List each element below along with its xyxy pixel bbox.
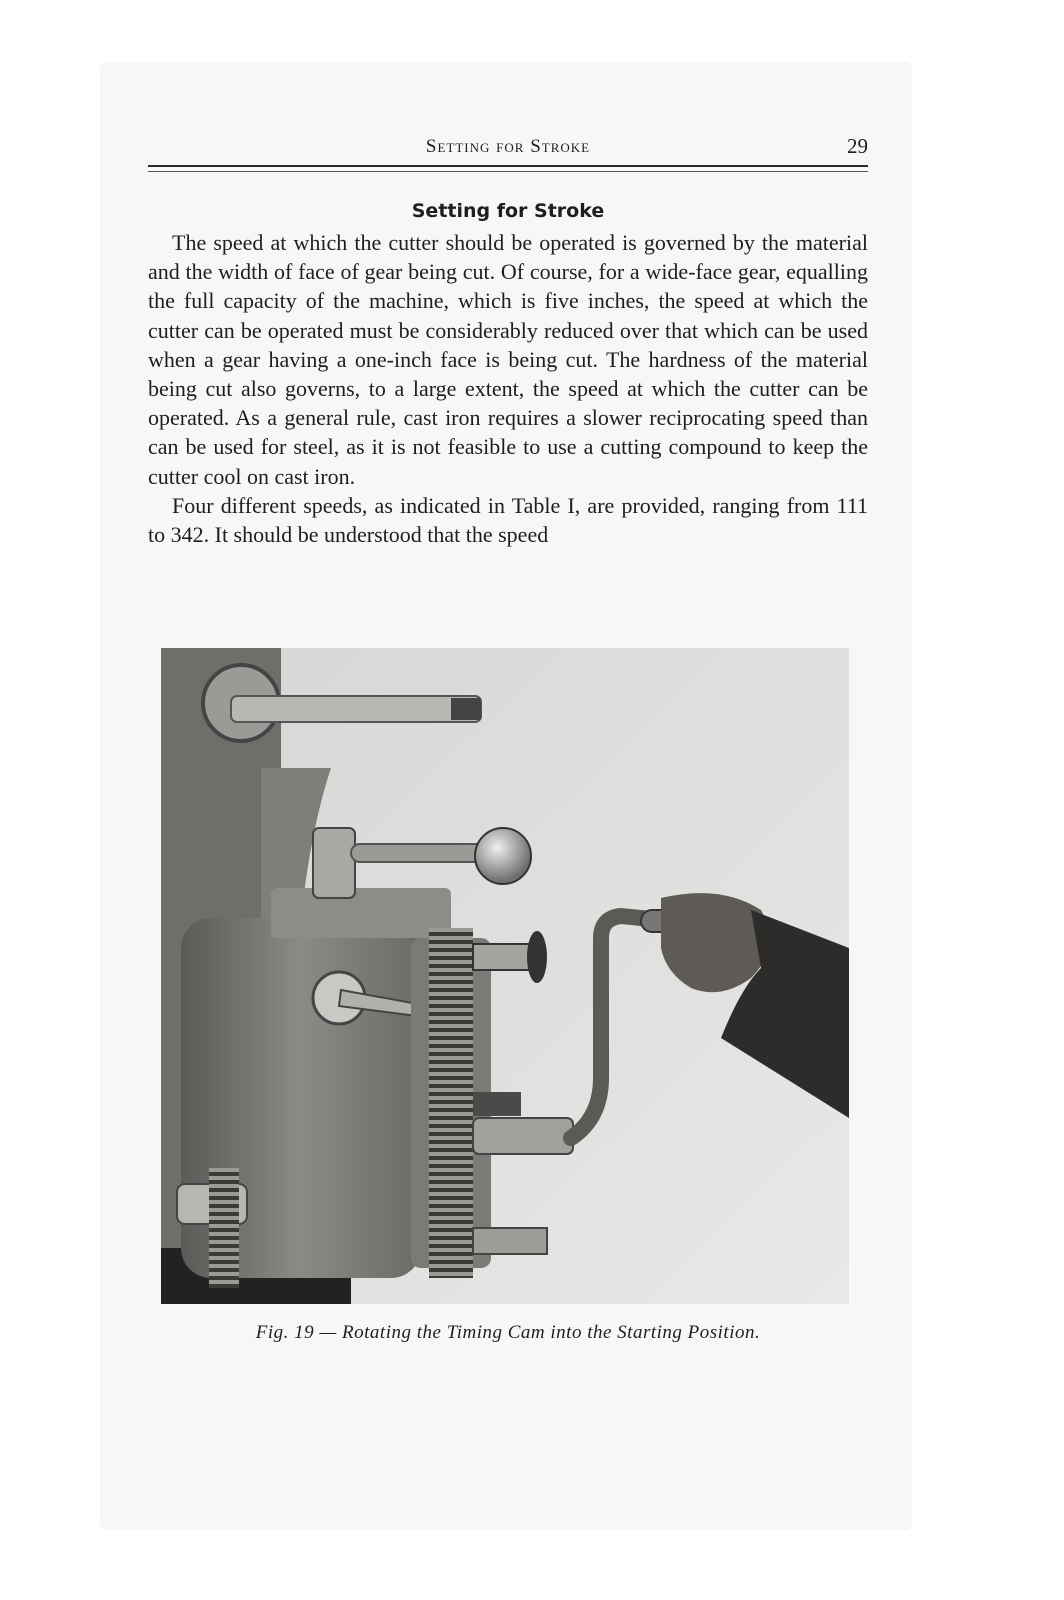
header-rule: [148, 165, 868, 167]
crank-hub: [473, 1118, 573, 1154]
stud-middle: [473, 1092, 521, 1116]
ratchet-wheel: [209, 1168, 239, 1288]
page-header: [148, 132, 868, 164]
header-rule-thin: [148, 171, 868, 172]
body-text: [148, 228, 868, 549]
figure-caption: Fig. 19 — Rotating the Timing Cam into the Starting Position.: [255, 1322, 761, 1343]
running-head: Setting for Stroke: [425, 136, 591, 157]
spindle-key: [451, 698, 481, 720]
machine-photo: [161, 648, 849, 1304]
paragraph: Four different speeds, as indicated in Table I, are provided, ranging from 111 to 342. It should be understood that the speed: [148, 492, 868, 548]
lever-post: [313, 828, 355, 898]
spindle-shaft: [231, 696, 481, 722]
paragraph: The speed at which the cutter should be operated is governed by the material and the width of face of gear being cut. Of course, for a wide-face gear, equalling the full capacity of the machine, which is five inches, the speed at which the cutter can be operated must be considerably reduced over that which can be used when a gear having a one-inch face is being cut. The hardness of the material being cut also governs, to a large extent, the speed at which the cutter can be operated. As a general rule, cast iron requires a slower reciprocating speed than can be used for steel, as it is not feasible to use a cutting compound to keep the cutter cool on cast iron.: [148, 230, 868, 489]
gear-teeth: [429, 928, 473, 1278]
housing-top: [271, 888, 451, 938]
stud-upper: [473, 944, 531, 970]
lever-ball: [475, 828, 531, 884]
section-title: Setting for Stroke: [411, 200, 605, 222]
page-number: 29: [847, 134, 868, 158]
stud-lower: [473, 1228, 547, 1254]
stud-knob: [527, 931, 547, 983]
lever-arm: [351, 844, 491, 862]
